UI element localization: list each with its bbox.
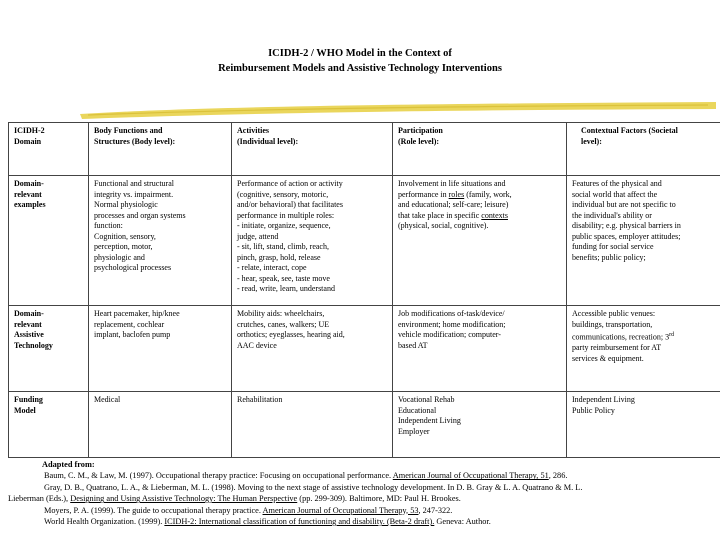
cell-contextual-examples: Features of the physical and social world that affect the individual but are not specific to the individual's ability or disability; e.g. physical barriers in public spaces, employer attitudes; funding for social service benefits; public policy; (567, 176, 720, 306)
table-row (9, 176, 720, 306)
row-label-assistive-technology: Domain- relevant Assistive Technology (9, 306, 89, 392)
header-activities: Activities (Individual level): (232, 123, 393, 176)
table-row (9, 306, 720, 392)
cell-activities-at: Mobility aids: wheelchairs, crutches, canes, walkers; UE orthotics; eyeglasses, hearing aid, AAC device (232, 306, 393, 392)
reference-gray-line-1: Gray, D. B., Quatrano, L. A., & Lieberman, M. L. (1998). Moving to the next stage of assistive technology development. In D. B. Gray & L. A. Quatrano & M. L. (44, 482, 583, 492)
title-line-1: ICIDH-2 / WHO Model in the Context of (268, 48, 452, 59)
reference-moyers: Moyers, P. A. (1999). The guide to occupational therapy practice. American Journal of Occupational Therapy, 53, 247-322. (44, 505, 453, 515)
cell-participation-examples: Involvement in life situations and performance in roles (family, work, and educational; self-care; leisure) that take place in specific contexts (physical, social, cognitive). (393, 176, 567, 306)
cell-contextual-at: Accessible public venues: buildings, transportation, communications, recreation; 3rd party reimbursement for AT services & equipment. (567, 306, 720, 392)
header-body-functions: Body Functions and Structures (Body level): (89, 123, 232, 176)
page-title (0, 46, 720, 76)
icidh-model-table (8, 122, 720, 458)
reference-baum-law: Baum, C. M., & Law, M. (1997). Occupational therapy practice: Focusing on occupational performance. American Journal of Occupational Therapy, 51, 286. (44, 471, 568, 481)
header-domain: ICIDH-2 Domain (9, 123, 89, 176)
reference-who: World Health Organization. (1999). ICIDH-2: International classification of functioning and disability. (Beta-2 draft). Geneva: Author. (44, 517, 491, 527)
row-label-examples: Domain- relevant examples (9, 176, 89, 306)
title-line-2: Reimbursement Models and Assistive Technology Interventions (218, 63, 502, 74)
cell-activities-funding: Rehabilitation (232, 392, 393, 458)
references-section (8, 459, 714, 527)
header-contextual-factors: Contextual Factors (Societal level): (567, 123, 720, 176)
cell-body-examples: Functional and structural integrity vs. impairment. Normal physiologic processes and organ systems function: Cognition, sensory, perception, motor, physiologic and psychological processes (89, 176, 232, 306)
cell-participation-funding: Vocational Rehab Educational Independent Living Employer (393, 392, 567, 458)
table-header-row (9, 123, 720, 176)
header-participation: Participation (Role level): (393, 123, 567, 176)
table-row (9, 392, 720, 458)
cell-contextual-funding: Independent Living Public Policy (567, 392, 720, 458)
cell-activities-examples: Performance of action or activity (cognitive, sensory, motoric, and/or behavioral) that facilitates performance in multiple roles: - initiate, organize, sequence, judge, attend - sit, lift, stand, climb, reach, pinch, grasp, hold, release - relate, interact, cope - hear, speak, see, taste move - read, write, learn, understand (232, 176, 393, 306)
cell-participation-at: Job modifications of-task/device/ environment; home modification; vehicle modification; computer- based AT (393, 306, 567, 392)
decorative-highlight-stroke (78, 98, 718, 120)
references-heading: Adapted from: (42, 460, 95, 469)
cell-body-funding: Medical (89, 392, 232, 458)
cell-body-at: Heart pacemaker, hip/knee replacement, cochlear implant, baclofen pump (89, 306, 232, 392)
row-label-funding-model: Funding Model (9, 392, 89, 458)
reference-gray-line-2: Lieberman (Eds.), Designing and Using Assistive Technology: The Human Perspective (pp. 299-309). Baltimore, MD: Paul H. Brookes. (8, 494, 461, 504)
